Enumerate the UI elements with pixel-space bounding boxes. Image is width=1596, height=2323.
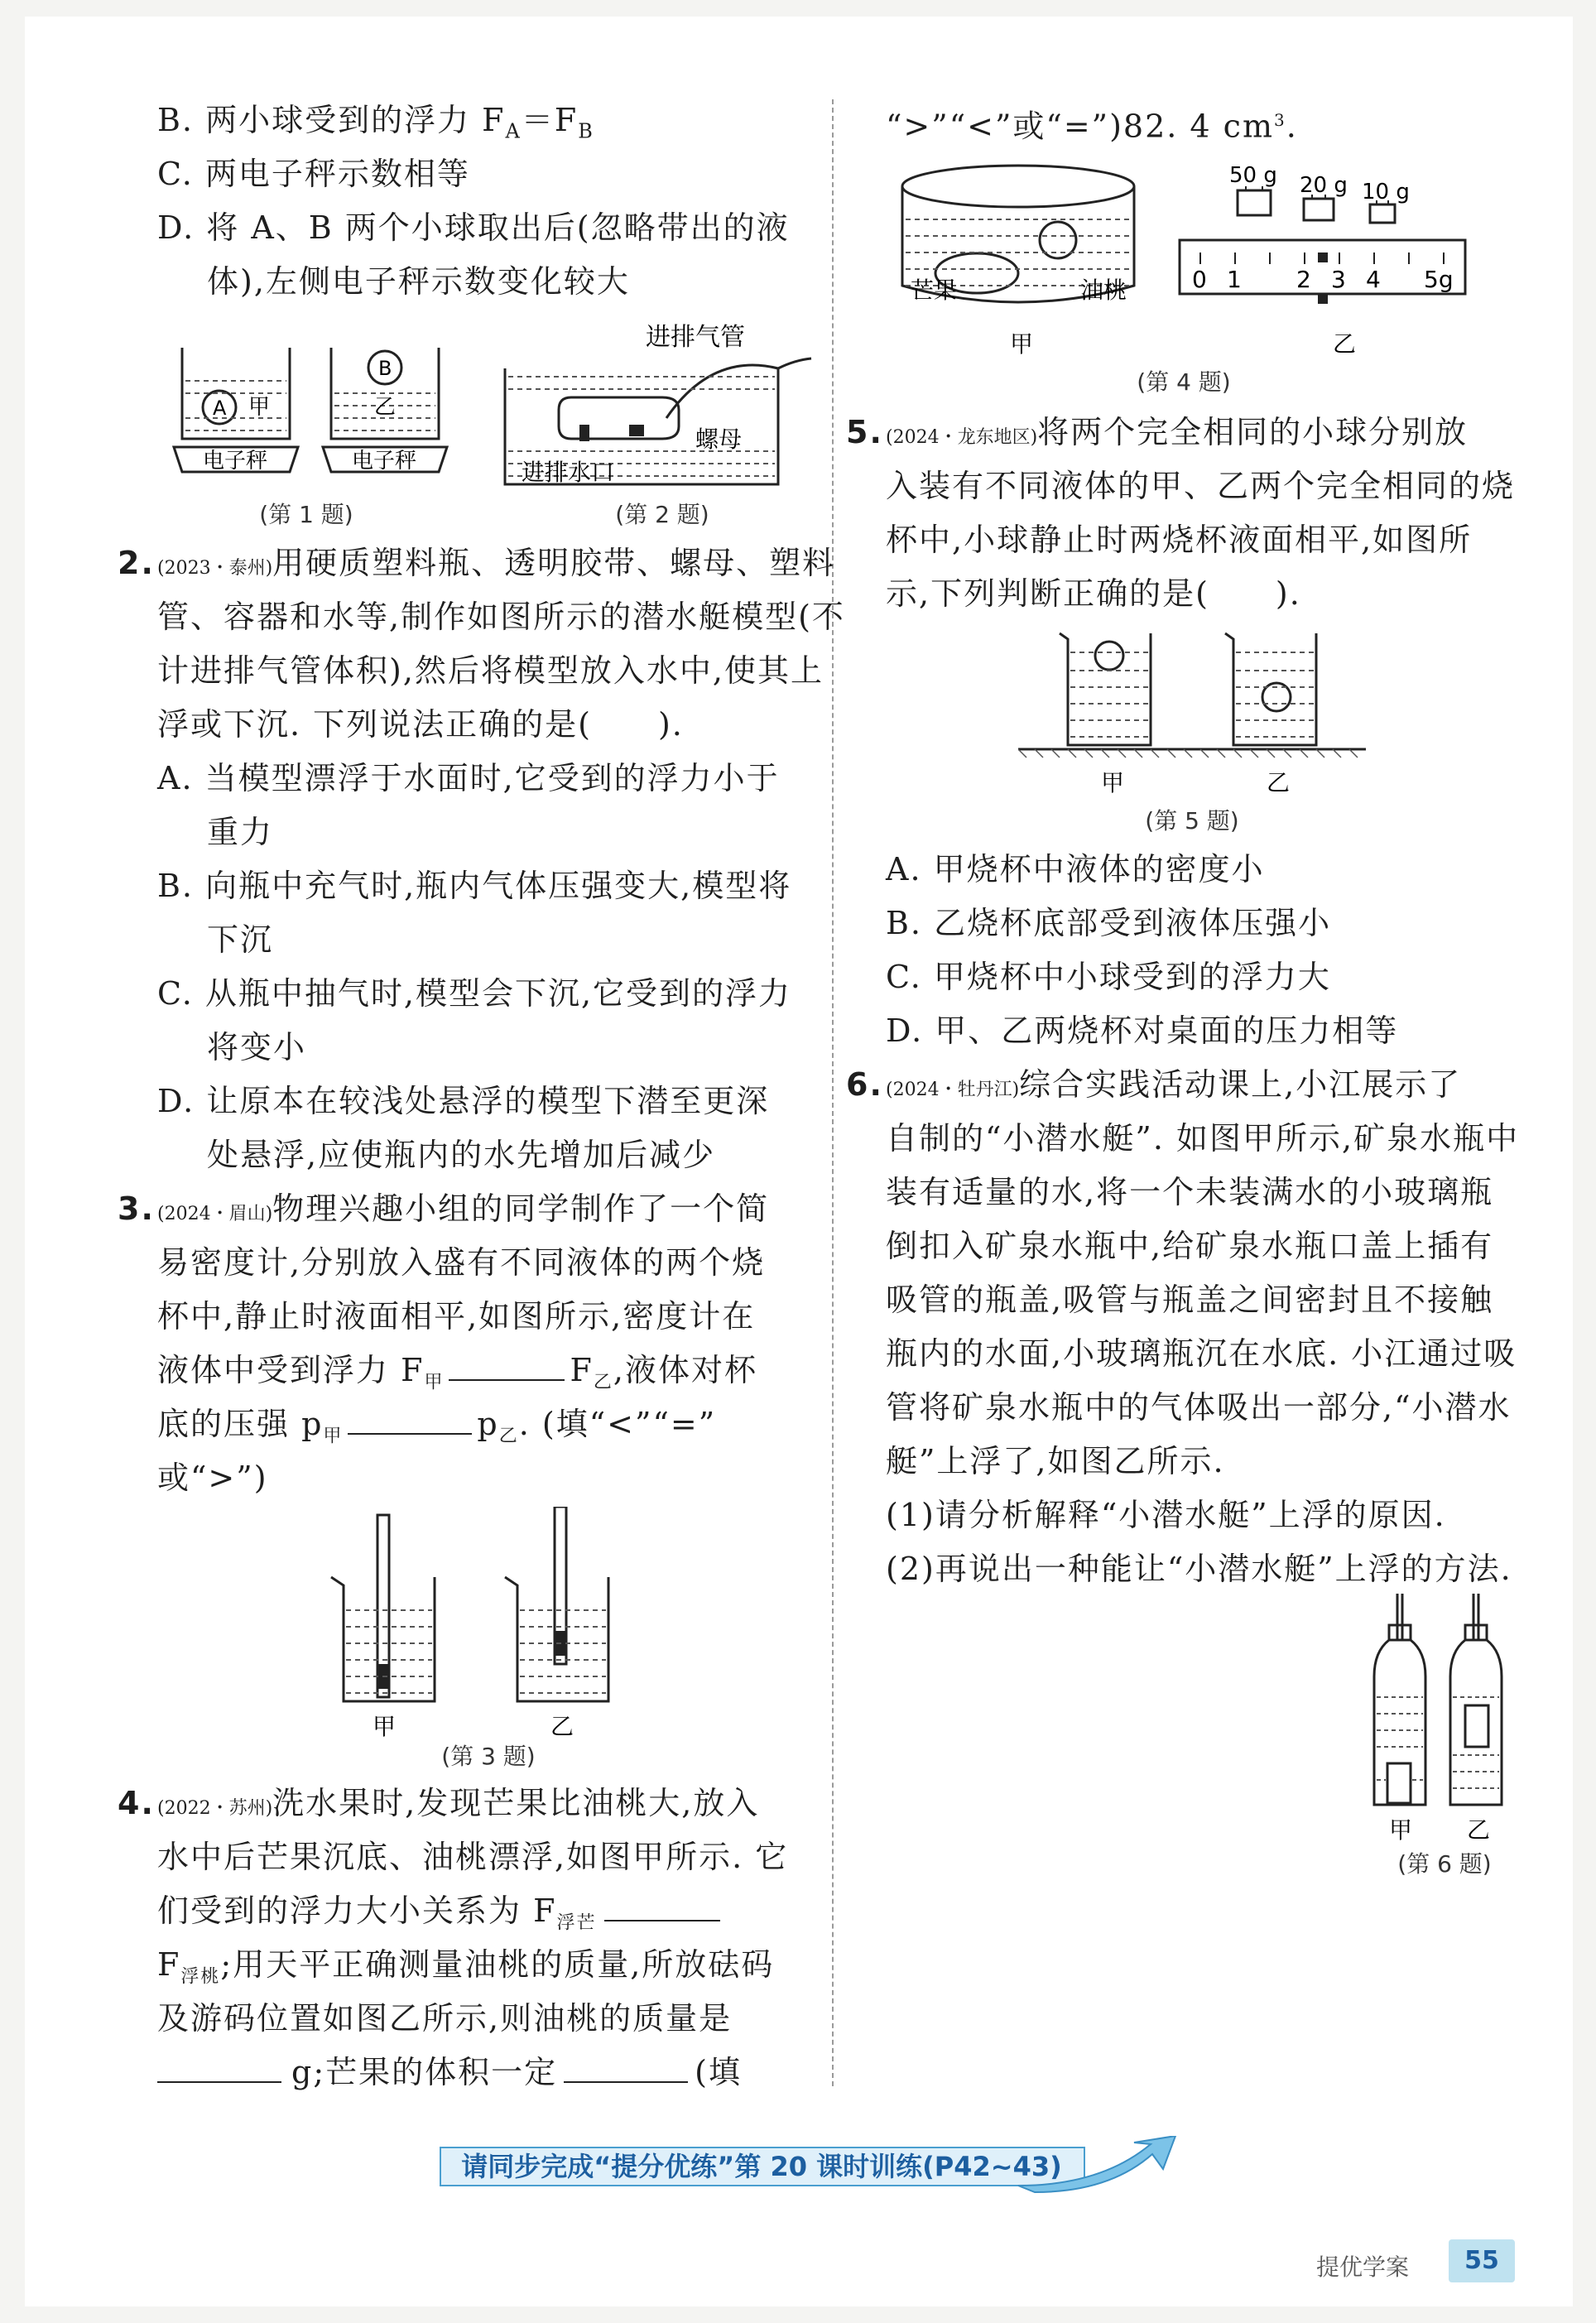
figure-3-caption: (第 3 题) xyxy=(441,1743,536,1770)
q6-line6: 瓶内的水面,小玻璃瓶沉在水底. 小江通过吸 xyxy=(886,1335,1517,1372)
q3-l5-tail: . (填“<”“=” xyxy=(518,1406,717,1442)
q3-line1 xyxy=(118,1184,820,1239)
q3-l5-text: 底的压强 p xyxy=(157,1406,324,1442)
fig6-vial-yi xyxy=(1465,1705,1488,1747)
q2-line4: 浮或下沉. 下列说法正确的是( ). xyxy=(157,706,684,743)
q1-option-d-line1: D. 将 A、B 两个小球取出后(忽略带出的液 xyxy=(157,209,790,246)
q1-option-c: C. 两电子秤示数相等 xyxy=(157,156,470,192)
fig4-tick-5g: 5g xyxy=(1424,266,1454,293)
q4-blank-3[interactable] xyxy=(564,2056,688,2083)
fig4-label-yi: 乙 xyxy=(1333,330,1357,358)
q2-source: (2023・泰州) xyxy=(157,558,273,579)
fig2-tube-label: 进排气管 xyxy=(646,323,745,352)
q2-line3: 计进排气管体积),然后将模型放入水中,使其上 xyxy=(157,652,824,689)
q4-number: 4. xyxy=(118,1785,155,1821)
footer-brand: 提优学案 xyxy=(1316,2253,1410,2281)
q6-sub-question-1: (1)请分析解释“小潜水艇”上浮的原因. xyxy=(886,1497,1446,1533)
q4-line6 xyxy=(157,2047,820,2097)
q6-line8: 艇”上浮了,如图乙所示. xyxy=(886,1443,1225,1479)
q3-line6: 或“>”) xyxy=(157,1460,268,1496)
q4-line5: 及游码位置如图乙所示,则油桃的质量是 xyxy=(157,2000,733,2037)
q1-option-b-sub-a: A xyxy=(505,119,522,143)
q5-number: 5. xyxy=(846,414,883,450)
q6-text1: 综合实践活动课上,小江展示了 xyxy=(1019,1066,1462,1103)
fig4-tick-2: 2 xyxy=(1296,266,1311,293)
q6-line7: 管将矿泉水瓶中的气体吸出一部分,“小潜水 xyxy=(886,1389,1512,1426)
q5-option-d: D. 甲、乙两烧杯对桌面的压力相等 xyxy=(886,1012,1399,1049)
q3-blank-1[interactable] xyxy=(449,1354,565,1381)
figure-3 xyxy=(323,1507,671,1747)
q3-l5-sub2: 乙 xyxy=(498,1426,519,1447)
q3-l4-text: 液体中受到浮力 F xyxy=(157,1352,425,1388)
q2-line1 xyxy=(118,538,836,594)
q5-line1 xyxy=(846,407,1548,463)
fig6-label-yi: 乙 xyxy=(1467,1816,1491,1842)
q4-l4-sub: 浮桃 xyxy=(180,1966,221,1988)
q5-option-a: A. 甲烧杯中液体的密度小 xyxy=(886,851,1265,887)
q2-option-a-line1: A. 当模型漂浮于水面时,它受到的浮力小于 xyxy=(157,760,780,796)
fig4-peach-label: 油桃 xyxy=(1080,277,1127,304)
fig1-ball-a-label: A xyxy=(213,397,227,420)
q2-option-b-line2: 下沉 xyxy=(207,921,274,958)
fig4-beam-scale xyxy=(1180,240,1465,294)
q6-number: 6. xyxy=(846,1066,883,1103)
q4-blank-2[interactable] xyxy=(157,2056,281,2083)
footer-banner-text: 请同步完成“提分优练”第 20 课时训练(P42~43) xyxy=(461,2151,1062,2182)
q2-option-b-line1: B. 向瓶中充气时,瓶内气体压强变大,模型将 xyxy=(157,868,792,904)
q2-option-d-line1: D. 让原本在较浅处悬浮的模型下潜至更深 xyxy=(157,1083,770,1119)
fig4-label-10g: 10 g xyxy=(1362,180,1410,204)
fig1-scale-left: 电子秤 xyxy=(203,449,268,474)
fig4-weight-10g xyxy=(1370,204,1395,223)
fig5-ball-jia xyxy=(1095,642,1123,670)
fig6-vial-jia xyxy=(1387,1763,1411,1803)
q5-source: (2024・龙东地区) xyxy=(886,427,1038,448)
q3-line3: 杯中,静止时液面相平,如图所示,密度计在 xyxy=(157,1298,756,1335)
q4-l4-f: F xyxy=(157,1946,181,1983)
q3-text1: 物理兴趣小组的同学制作了一个简 xyxy=(272,1190,770,1227)
figure-6-caption: (第 6 题) xyxy=(1397,1850,1492,1878)
q4-line2: 水中后芒果沉底、油桃漂浮,如图甲所示. 它 xyxy=(157,1839,789,1875)
q1-option-b xyxy=(157,95,820,156)
q5-line2: 入装有不同液体的甲、乙两个完全相同的烧 xyxy=(886,468,1516,504)
fig4-tick-1: 1 xyxy=(1227,266,1242,293)
fig6-bottle-yi xyxy=(1450,1640,1502,1805)
q3-l4-tail: ,液体对杯 xyxy=(613,1352,757,1388)
footer-banner[interactable] xyxy=(439,2136,1184,2194)
q1-option-b-text: B. 两小球受到的浮力 F xyxy=(157,102,506,138)
figure-6 xyxy=(1366,1594,1531,1842)
fig3-label-jia: 甲 xyxy=(373,1713,397,1740)
q5-line4: 示,下列判断正确的是( ). xyxy=(886,575,1301,612)
q3-l4-sub2: 乙 xyxy=(593,1372,613,1393)
figure-5 xyxy=(1018,621,1382,803)
q3-l5-p: p xyxy=(477,1406,499,1442)
fig4-label-jia: 甲 xyxy=(1010,330,1034,358)
fig6-label-jia: 甲 xyxy=(1389,1816,1413,1842)
q2-number: 2. xyxy=(118,545,155,581)
q3-source: (2024・眉山) xyxy=(157,1204,273,1224)
q6-line3: 装有适量的水,将一个未装满水的小玻璃瓶 xyxy=(886,1174,1494,1210)
q6-line2: 自制的“小潜水艇”. 如图甲所示,矿泉水瓶中 xyxy=(886,1120,1520,1157)
q4-l3-sub: 浮芒 xyxy=(556,1912,597,1934)
q4-source: (2022・苏州) xyxy=(157,1798,273,1819)
q6-source: (2024・牡丹江) xyxy=(886,1080,1020,1100)
q5-text1: 将两个完全相同的小球分别放 xyxy=(1037,414,1469,450)
q6-line4: 倒扣入矿泉水瓶中,给矿泉水瓶口盖上插有 xyxy=(886,1228,1494,1264)
q5-line3: 杯中,小球静止时两烧杯液面相平,如图所 xyxy=(886,522,1473,558)
figure-4 xyxy=(894,153,1548,360)
q6-line5: 吸管的瓶盖,吸管与瓶盖之间密封且不接触 xyxy=(886,1282,1494,1318)
fig4-tick-0: 0 xyxy=(1192,266,1207,293)
fig1-scale-right: 电子秤 xyxy=(352,449,417,474)
q4-line1 xyxy=(118,1778,820,1834)
fig4-label-50g: 50 g xyxy=(1229,163,1277,188)
fig1-ball-b-label: B xyxy=(378,357,392,380)
q3-l5-sub1: 甲 xyxy=(323,1426,344,1447)
fig4-weight-50g xyxy=(1238,190,1271,215)
figure-4-caption: (第 4 题) xyxy=(1137,368,1231,396)
figure-2 xyxy=(497,319,828,497)
figure-1-caption: (第 1 题) xyxy=(259,501,353,528)
fig5-label-jia: 甲 xyxy=(1101,769,1125,796)
q4-blank-1[interactable] xyxy=(604,1895,720,1921)
fig4-tick-4: 4 xyxy=(1366,266,1381,293)
q4-text1: 洗水果时,发现芒果比油桃大,放入 xyxy=(272,1785,760,1821)
fig2-bottle xyxy=(559,397,679,439)
fig4-tick-3: 3 xyxy=(1331,266,1346,293)
q4-continued-line xyxy=(886,95,1548,152)
page-number: 55 xyxy=(1449,2239,1515,2282)
q4-cont-sup: 3 xyxy=(1274,110,1286,130)
fig4-weight-20g xyxy=(1304,199,1334,220)
q4-l4-text: ;用天平正确测量油桃的质量,所放砝码 xyxy=(220,1946,775,1983)
q4-cont-text: “>”“<”或“=”)82. 4 cm xyxy=(886,108,1274,145)
q6-sub-question-2: (2)再说出一种能让“小潜水艇”上浮的方法. xyxy=(886,1551,1512,1587)
q2-option-d-line2: 处悬浮,应使瓶内的水先增加后减少 xyxy=(207,1137,716,1173)
q1-option-b-sub-b: B xyxy=(578,119,594,143)
q1-option-d-line2: 体),左侧电子秤示数变化较大 xyxy=(207,263,630,300)
q2-text1: 用硬质塑料瓶、透明胶带、螺母、塑料 xyxy=(272,545,836,581)
figure-1 xyxy=(166,331,455,497)
q3-l4-f: F xyxy=(570,1352,594,1388)
q3-line2: 易密度计,分别放入盛有不同液体的两个烧 xyxy=(157,1244,766,1281)
q2-option-c-line1: C. 从瓶中抽气时,模型会下沉,它受到的浮力 xyxy=(157,975,792,1012)
figure-2-caption: (第 2 题) xyxy=(615,501,709,528)
textbook-page xyxy=(25,17,1573,2306)
q4-l6-tail: (填 xyxy=(695,2054,742,2090)
fig4-mango-label: 芒果 xyxy=(911,277,958,304)
q3-number: 3. xyxy=(118,1190,155,1227)
fig5-label-yi: 乙 xyxy=(1267,769,1291,796)
q6-line1 xyxy=(846,1060,1548,1115)
fig6-bottle-jia xyxy=(1374,1640,1425,1805)
q4-l3-text: 们受到的浮力大小关系为 F xyxy=(157,1893,557,1929)
q4-cont-tail: . xyxy=(1286,108,1298,145)
fig2-nut-label: 螺母 xyxy=(695,426,743,453)
fig4-label-20g: 20 g xyxy=(1300,173,1348,198)
q1-option-b-eq: ＝F xyxy=(521,102,579,138)
fig1-label-yi: 乙 xyxy=(374,395,397,420)
q3-blank-2[interactable] xyxy=(348,1408,472,1435)
fig2-inlet-label: 进排水口 xyxy=(522,459,615,486)
figure-5-caption: (第 5 题) xyxy=(1145,807,1239,834)
q2-option-c-line2: 将变小 xyxy=(207,1029,307,1065)
q2-option-a-line2: 重力 xyxy=(207,814,274,850)
q5-option-b: B. 乙烧杯底部受到液体压强小 xyxy=(886,905,1332,941)
fig1-label-jia: 甲 xyxy=(248,395,271,420)
q3-l4-sub1: 甲 xyxy=(424,1372,445,1393)
fig3-label-yi: 乙 xyxy=(550,1713,574,1740)
q2-line2: 管、容器和水等,制作如图所示的潜水艇模型(不 xyxy=(157,599,845,635)
q4-l6-text: g;芒果的体积一定 xyxy=(291,2054,558,2090)
q5-option-c: C. 甲烧杯中小球受到的浮力大 xyxy=(886,959,1331,995)
column-divider xyxy=(832,99,834,2086)
